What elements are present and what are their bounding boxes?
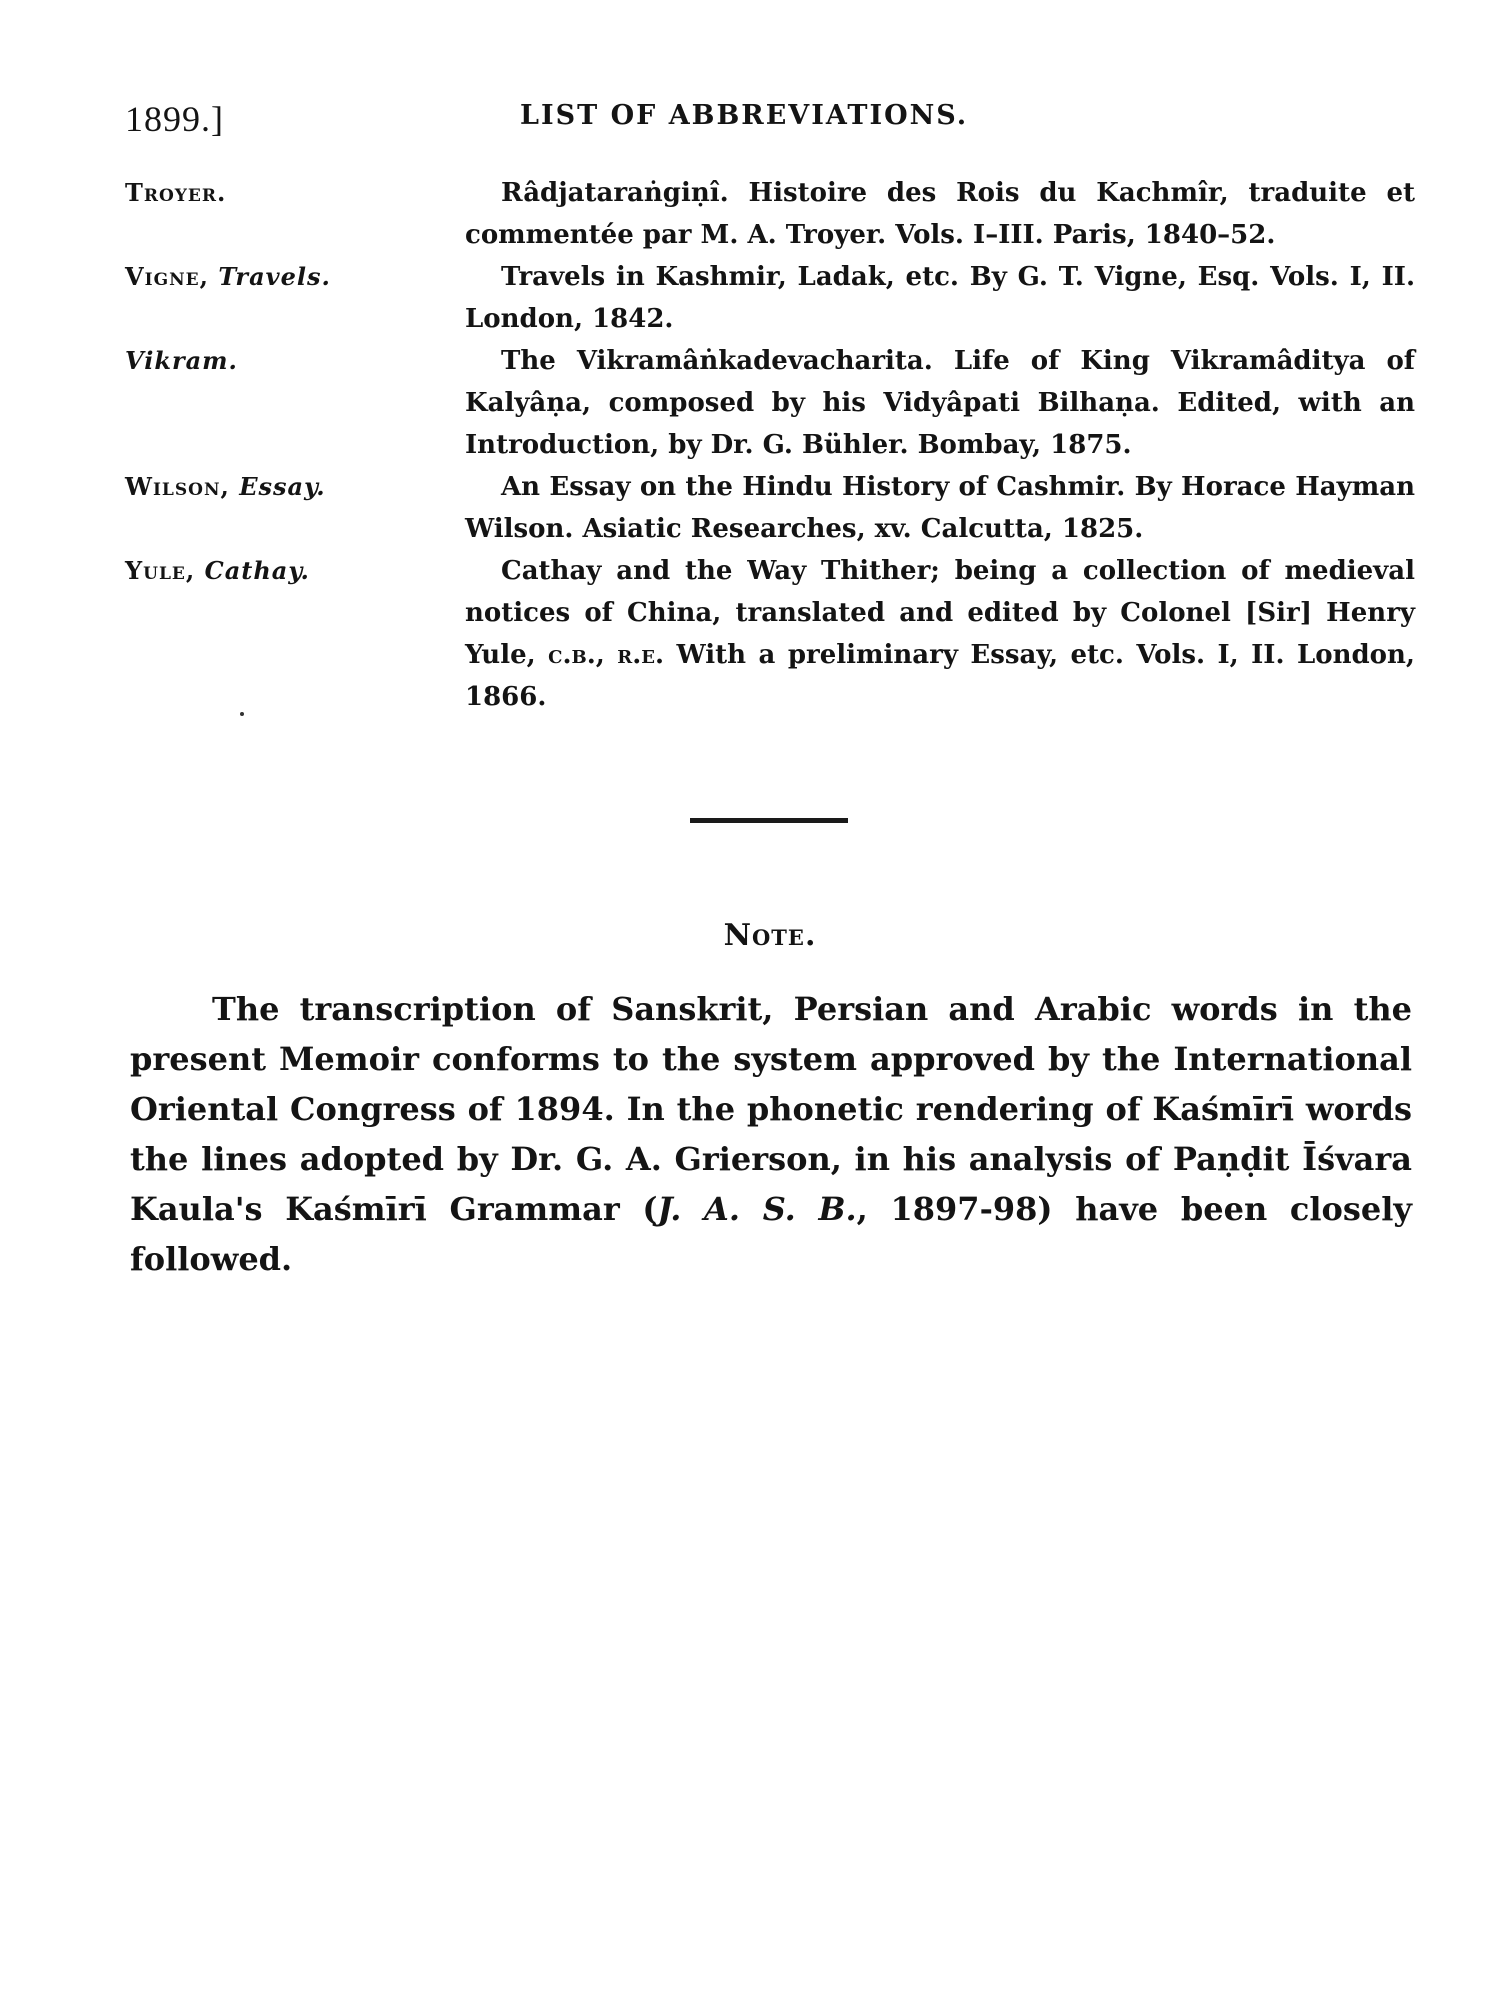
key-author: Yule, <box>125 556 196 585</box>
key-work: Travels. <box>218 262 331 291</box>
abbreviation-description: Travels in Kashmir, Ladak, etc. By G. T. Vigne, Esq. Vols. I, II. London, 1842. <box>465 262 1415 334</box>
page-year: 1899.] <box>125 99 224 139</box>
page-title: LIST OF ABBREVIATIONS. <box>520 100 969 131</box>
running-head <box>125 92 1415 152</box>
key-author: Troyer. <box>125 178 227 207</box>
abbreviation-description: The Vikramâṅkadevacharita. Life of King Vikramâditya of Kalyâṇa, composed by his Vidyâpati Bilhaṇa. Edited, with an Introduction, by Dr. G. Bühler. Bombay, 1875. <box>465 346 1415 460</box>
abbreviation-entry-wilson <box>125 466 1415 550</box>
abbreviation-entry-yule <box>125 550 1415 718</box>
abbreviation-key <box>125 262 455 291</box>
abbreviation-entry-troyer <box>125 172 1415 256</box>
abbreviation-entry-vigne <box>125 256 1415 340</box>
key-author: Vigne, <box>125 262 209 291</box>
abbreviation-key <box>125 346 455 375</box>
key-work: Essay. <box>239 472 326 501</box>
abbreviation-key <box>125 178 455 207</box>
note-paragraph <box>130 984 1412 1284</box>
description-text: Cathay and the Way Thither; being a collection of medieval notices of China, translated and edited by Colonel [Sir] Henry Yule, <box>465 556 1415 670</box>
journal-abbreviation: J. A. S. B. <box>657 1190 857 1228</box>
note-text: The transcription of Sanskrit, Persian and Arabic words in the present Memoir conforms to the system approved by the International Oriental Congress of 1894. In the phonetic rendering of Kaśmīrī words the lines adopted by Dr. G. A. Grierson, in his analysis of Paṇḍit Īśvara Kaula's Kaśmīrī Grammar ( <box>130 990 1412 1228</box>
abbreviation-description: Râdjataraṅgiṇî. Histoire des Rois du Kachmîr, traduite et commentée par M. A. Troyer. Vols. I–III. Paris, 1840–52. <box>465 178 1415 250</box>
print-speck <box>240 712 244 716</box>
honours-abbreviation: c.b., r.e. <box>548 640 665 670</box>
note-heading: Note. <box>723 918 817 953</box>
abbreviation-description: An Essay on the Hindu History of Cashmir. By Horace Hayman Wilson. Asiatic Researches, xv. Calcutta, 1825. <box>465 472 1415 544</box>
abbreviation-description <box>465 550 1415 718</box>
section-divider <box>690 818 848 823</box>
key-author: Wilson, <box>125 472 230 501</box>
note-text: , 1897-98) have been closely followed. <box>130 1190 1412 1278</box>
key-work: Vikram. <box>125 346 238 375</box>
abbreviation-list <box>125 172 1415 718</box>
key-work: Cathay. <box>204 556 310 585</box>
abbreviation-key <box>125 556 455 585</box>
abbreviation-key <box>125 472 455 501</box>
description-text: With a preliminary Essay, etc. Vols. I, II. London, 1866. <box>465 640 1415 712</box>
abbreviation-entry-vikram <box>125 340 1415 466</box>
